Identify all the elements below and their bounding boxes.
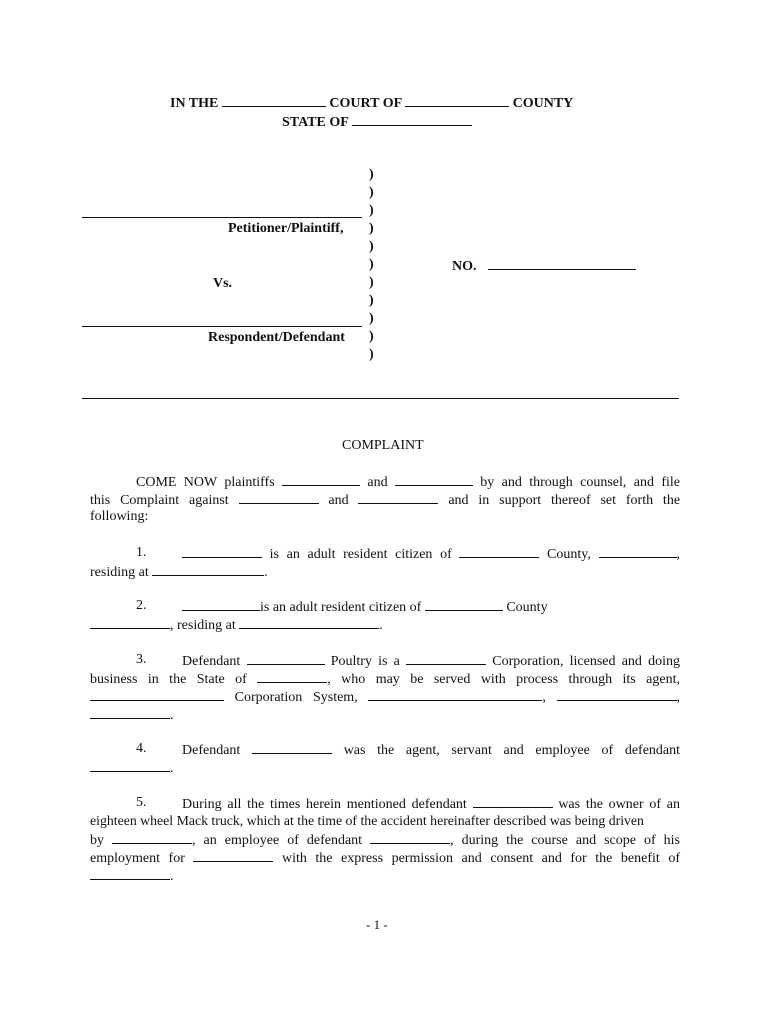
paren: ) <box>369 347 374 362</box>
city-blank[interactable] <box>557 688 677 701</box>
para4-line2: . <box>90 759 174 777</box>
para1-number: 1. <box>136 545 147 560</box>
intro-line1: COME NOW plaintiffs and by and through counsel, and file <box>136 475 680 490</box>
defendant-name-blank[interactable] <box>247 652 325 665</box>
para3-line1: Defendant Poultry is a Corporation, licensed and doing <box>182 654 681 669</box>
para3-number: 3. <box>136 652 147 667</box>
county-blank[interactable] <box>425 598 503 611</box>
intro-line2: this Complaint against and and in support thereof set forth the <box>90 493 681 508</box>
defendant-name-blank[interactable] <box>90 759 170 772</box>
paren: ) <box>369 275 374 290</box>
address-blank[interactable] <box>152 563 264 576</box>
para1-line2: residing at . <box>90 565 268 580</box>
para3-line2: business in the State of , who may be served with process through its agent, <box>90 672 680 687</box>
para2-line2: , residing at . <box>90 616 383 634</box>
para4-line1: Defendant was the agent, servant and employee of defendant <box>182 743 681 758</box>
plaintiff-blank[interactable] <box>282 473 360 486</box>
paren: ) <box>369 311 374 326</box>
para4-number: 4. <box>136 741 147 756</box>
resident-name-blank[interactable] <box>182 598 260 611</box>
defendant-name-line[interactable] <box>82 326 362 327</box>
para5-line3: by , an employee of defendant , during the course and scope of his <box>90 833 680 848</box>
case-number-blank[interactable] <box>488 257 636 270</box>
driver-name-blank[interactable] <box>112 831 192 844</box>
county-blank[interactable] <box>459 545 539 558</box>
para3-line4: . <box>90 706 174 724</box>
state-blank[interactable] <box>406 652 486 665</box>
court-name-blank[interactable] <box>222 94 326 107</box>
para5-line5: . <box>90 867 174 885</box>
para2-number: 2. <box>136 598 147 613</box>
paren: ) <box>369 167 374 182</box>
para5-line4: employment for with the express permission and consent and for the benefit of <box>90 851 680 866</box>
paren: ) <box>369 203 374 218</box>
para2-line1: is an adult resident citizen of County <box>182 598 548 616</box>
court-header-line2: STATE OF <box>282 113 472 131</box>
paren: ) <box>369 239 374 254</box>
paren: ) <box>369 329 374 344</box>
resident-name-blank[interactable] <box>182 545 262 558</box>
plaintiff-name-line[interactable] <box>82 217 362 218</box>
para5-number: 5. <box>136 795 147 810</box>
plaintiff-blank[interactable] <box>395 473 473 486</box>
intro-line3: following: <box>90 509 149 524</box>
address-blank[interactable] <box>239 616 379 629</box>
plaintiff-label: Petitioner/Plaintiff, <box>228 221 344 236</box>
agent-blank[interactable] <box>90 688 224 701</box>
state-blank[interactable] <box>90 616 170 629</box>
case-number: NO. <box>452 257 636 275</box>
defendant-blank[interactable] <box>358 491 438 504</box>
defendant-name-blank[interactable] <box>370 831 450 844</box>
paren: ) <box>369 293 374 308</box>
document-title: COMPLAINT <box>342 438 424 453</box>
vs-label: Vs. <box>213 276 233 291</box>
beneficiary-blank[interactable] <box>90 867 170 880</box>
state-blank[interactable] <box>90 706 170 719</box>
court-header-line1: IN THE COURT OF COUNTY <box>170 96 574 111</box>
defendant-blank[interactable] <box>239 491 319 504</box>
paren: ) <box>369 257 374 272</box>
state-blank[interactable] <box>257 670 327 683</box>
paren: ) <box>369 221 374 236</box>
para3-line3: Corporation System, , , <box>90 688 680 706</box>
employee-name-blank[interactable] <box>252 741 332 754</box>
owner-name-blank[interactable] <box>473 795 553 808</box>
caption-divider <box>82 398 679 399</box>
employer-name-blank[interactable] <box>193 849 273 862</box>
para1-line1: is an adult resident citizen of County, , <box>182 545 680 563</box>
defendant-label: Respondent/Defendant <box>208 330 345 345</box>
para5-line2: eighteen wheel Mack truck, which at the time of the accident hereinafter described was being driven <box>90 813 644 828</box>
state-name-blank[interactable] <box>352 113 472 126</box>
county-name-blank[interactable] <box>405 94 509 107</box>
state-blank[interactable] <box>599 545 677 558</box>
paren: ) <box>369 185 374 200</box>
page-number: - 1 - <box>366 917 388 932</box>
para5-line1: During all the times herein mentioned defendant was the owner of an <box>182 797 681 812</box>
address-blank[interactable] <box>368 688 542 701</box>
